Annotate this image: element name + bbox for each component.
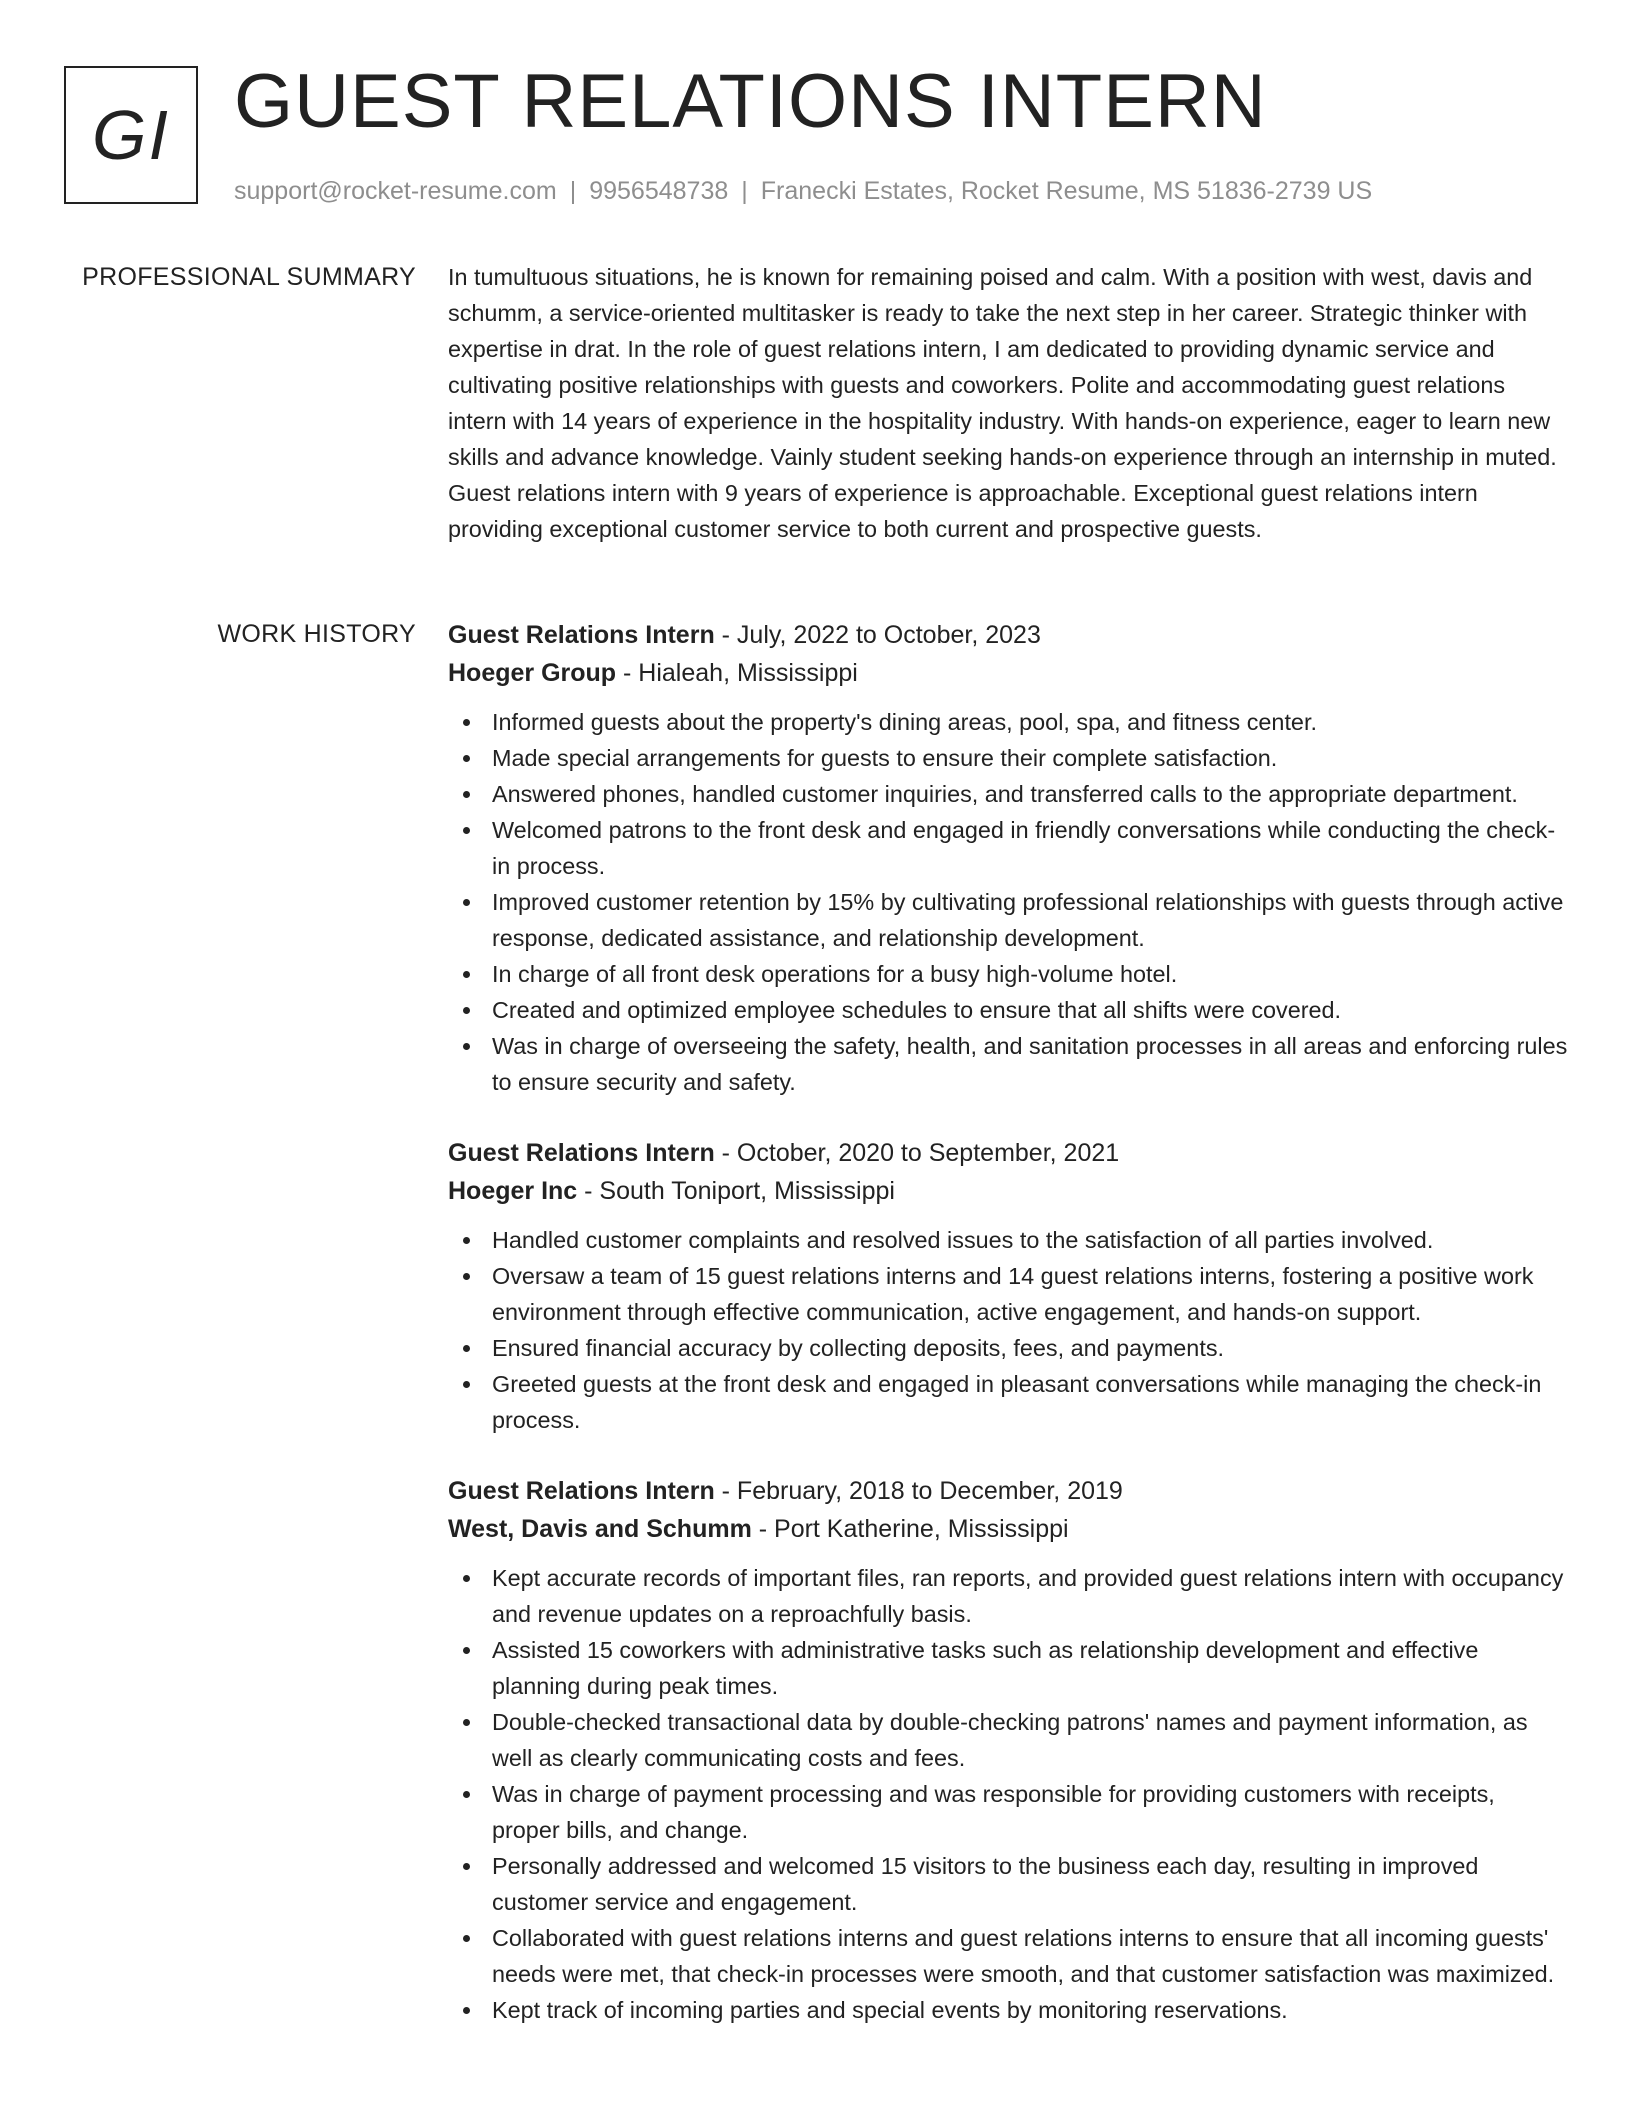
job-title: Guest Relations Intern	[448, 621, 715, 649]
contact-email: support@rocket-resume.com	[234, 177, 557, 205]
work-history-body	[448, 616, 1568, 2048]
list-item: Made special arrangements for guests to ensure their complete satisfaction.	[448, 740, 1568, 776]
job-company-line	[448, 654, 1568, 692]
job-bullet-list	[448, 1222, 1568, 1438]
contact-line	[234, 174, 1372, 208]
list-item: Was in charge of overseeing the safety, health, and sanitation processes in all areas and enforcing rules to ensure security and safety.	[448, 1028, 1568, 1100]
list-item: Was in charge of payment processing and was responsible for providing customers with receipts, proper bills, and change.	[448, 1776, 1568, 1848]
job-title-line	[448, 616, 1568, 654]
contact-separator: |	[741, 177, 748, 205]
list-item: Ensured financial accuracy by collecting deposits, fees, and payments.	[448, 1330, 1568, 1366]
job-location: - Port Katherine, Mississippi	[751, 1515, 1069, 1543]
list-item: Oversaw a team of 15 guest relations interns and 14 guest relations interns, fostering a positive work environment through effective communication, active engagement, and hands-on support.	[448, 1258, 1568, 1330]
job-title: Guest Relations Intern	[448, 1477, 715, 1505]
job-entry	[448, 1472, 1568, 2028]
job-dates: - July, 2022 to October, 2023	[714, 621, 1041, 649]
list-item: Answered phones, handled customer inquiries, and transferred calls to the appropriate department.	[448, 776, 1568, 812]
job-location: - Hialeah, Mississippi	[616, 659, 858, 687]
list-item: Assisted 15 coworkers with administrative tasks such as relationship development and effective planning during peak times.	[448, 1632, 1568, 1704]
list-item: Improved customer retention by 15% by cultivating professional relationships with guests through active response, dedicated assistance, and relationship development.	[448, 884, 1568, 956]
list-item: Greeted guests at the front desk and engaged in pleasant conversations while managing the check-in process.	[448, 1366, 1568, 1438]
job-entry	[448, 616, 1568, 1100]
page-title: GUEST RELATIONS INTERN	[234, 59, 1267, 144]
monogram-logo: GI	[64, 66, 198, 204]
list-item: Double-checked transactional data by double-checking patrons' names and payment information, as well as clearly communicating costs and fees.	[448, 1704, 1568, 1776]
job-company-line	[448, 1510, 1568, 1548]
list-item: Kept track of incoming parties and special events by monitoring reservations.	[448, 1992, 1568, 2028]
job-dates: - February, 2018 to December, 2019	[714, 1477, 1123, 1505]
section-label-summary: PROFESSIONAL SUMMARY	[82, 263, 416, 291]
job-title: Guest Relations Intern	[448, 1139, 715, 1167]
job-dates: - October, 2020 to September, 2021	[714, 1139, 1120, 1167]
job-company: Hoeger Inc	[448, 1177, 578, 1205]
job-company-line	[448, 1172, 1568, 1210]
list-item: In charge of all front desk operations for a busy high-volume hotel.	[448, 956, 1568, 992]
contact-address: Franecki Estates, Rocket Resume, MS 51836-2739 US	[760, 177, 1373, 205]
list-item: Welcomed patrons to the front desk and engaged in friendly conversations while conducting the check-in process.	[448, 812, 1568, 884]
contact-phone: 9956548738	[589, 177, 729, 205]
list-item: Collaborated with guest relations interns and guest relations interns to ensure that all incoming guests' needs were met, that check-in processes were smooth, and that customer satisfaction was maximized.	[448, 1920, 1568, 1992]
job-entry	[448, 1134, 1568, 1438]
list-item: Created and optimized employee schedules to ensure that all shifts were covered.	[448, 992, 1568, 1028]
job-location: - South Toniport, Mississippi	[577, 1177, 895, 1205]
contact-separator: |	[569, 177, 577, 205]
list-item: Personally addressed and welcomed 15 visitors to the business each day, resulting in improved customer service and engagement.	[448, 1848, 1568, 1920]
job-company: Hoeger Group	[448, 659, 617, 687]
summary-text: In tumultuous situations, he is known for remaining poised and calm. With a position with west, davis and schumm, a service-oriented multitasker is ready to take the next step in her career. Strategic thinker with expertise in drat. In the role of guest relations intern, I am dedicated to providing dynamic service and cultivating positive relationships with guests and coworkers. Polite and accommodating guest relations intern with 14 years of experience in the hospitality industry. With hands-on experience, eager to learn new skills and advance knowledge. Vainly student seeking hands-on experience through an internship in muted. Guest relations intern with 9 years of experience is approachable. Exceptional guest relations intern providing exceptional customer service to both current and prospective guests.	[448, 264, 1557, 542]
job-title-line	[448, 1472, 1568, 1510]
list-item: Informed guests about the property's dining areas, pool, spa, and fitness center.	[448, 704, 1568, 740]
list-item: Handled customer complaints and resolved issues to the satisfaction of all parties involved.	[448, 1222, 1568, 1258]
section-label-work-history: WORK HISTORY	[217, 620, 416, 648]
list-item: Kept accurate records of important files, ran reports, and provided guest relations intern with occupancy and revenue updates on a reproachfully basis.	[448, 1560, 1568, 1632]
job-bullet-list	[448, 704, 1568, 1100]
job-title-line	[448, 1134, 1568, 1172]
job-bullet-list	[448, 1560, 1568, 2028]
job-company: West, Davis and Schumm	[448, 1515, 752, 1543]
summary-body	[448, 259, 1568, 547]
